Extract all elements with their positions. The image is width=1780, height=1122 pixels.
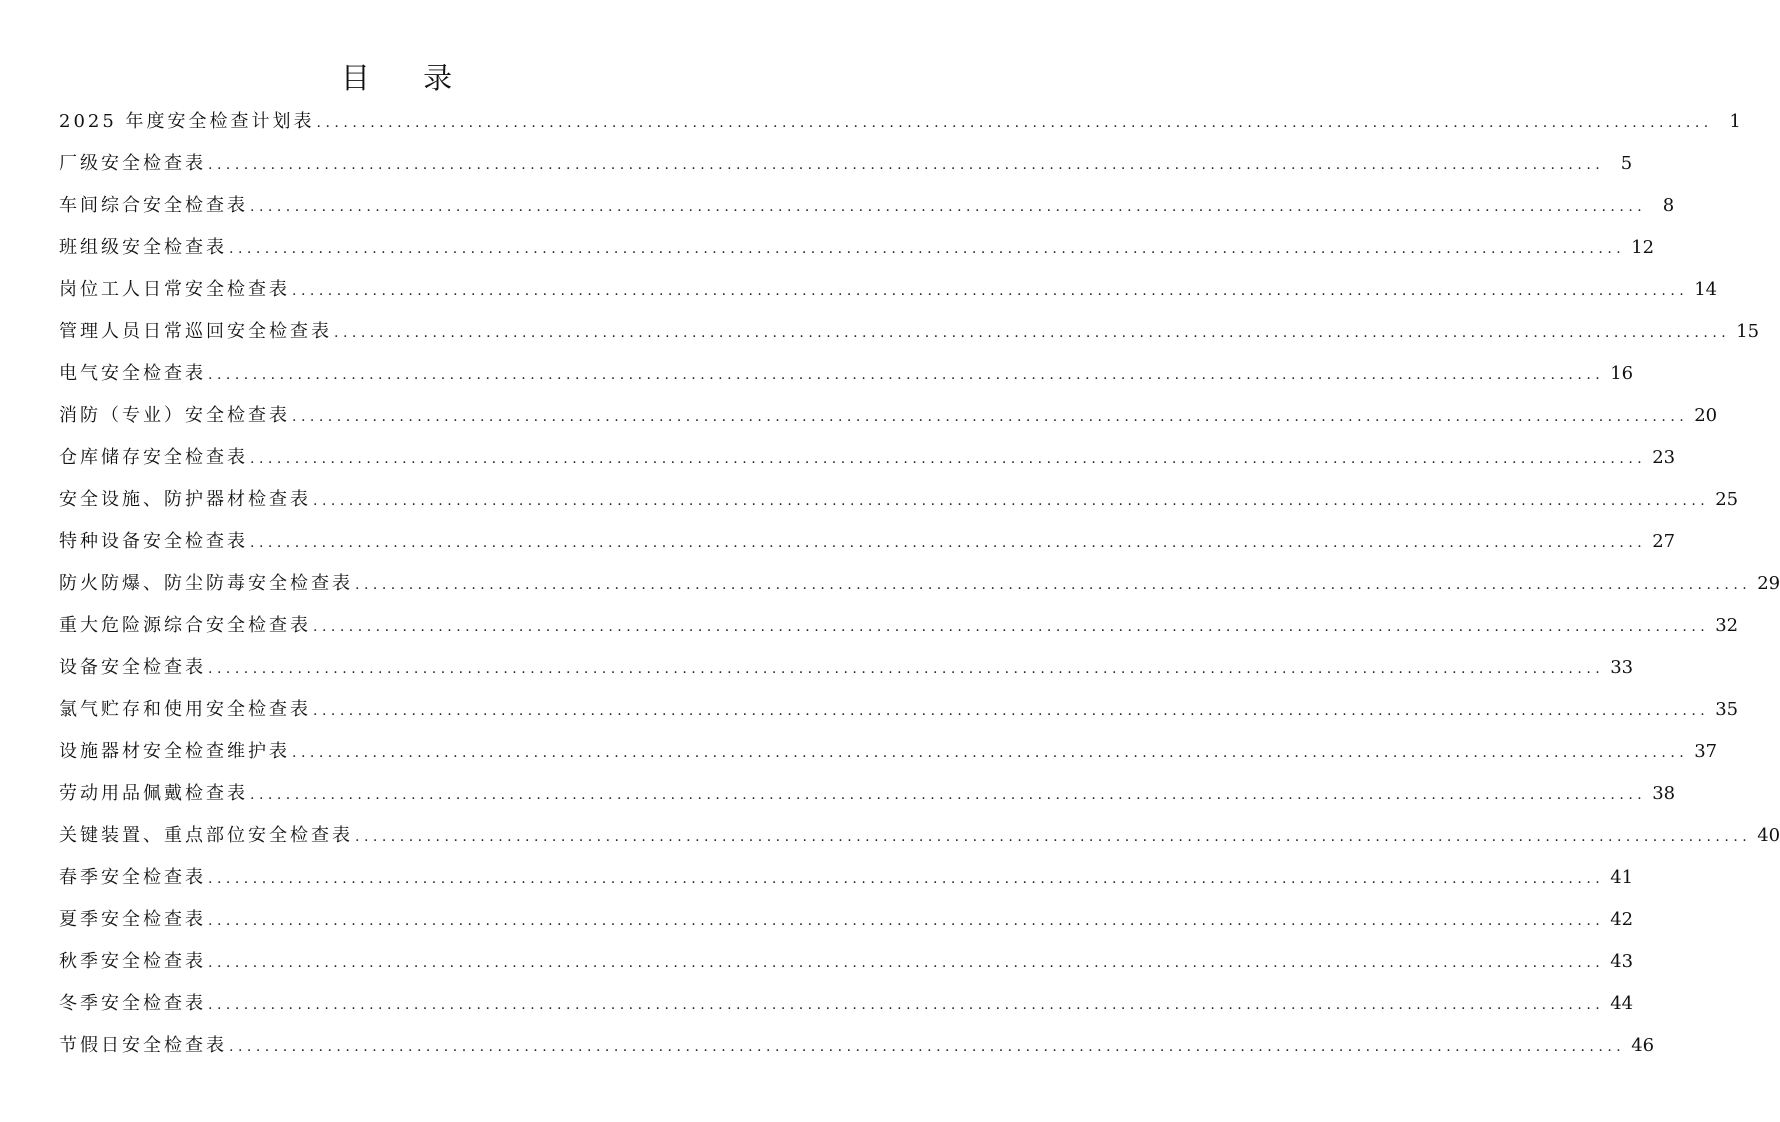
toc-entry[interactable] (59, 185, 1675, 227)
table-of-contents (59, 101, 1780, 1067)
toc-page-number: 35 (1715, 699, 1739, 720)
page-title: 目 录 (340, 61, 475, 95)
toc-entry[interactable] (59, 437, 1676, 479)
toc-entry[interactable] (59, 815, 1780, 857)
toc-dot-leader: ............................................................................................................................................................ (250, 199, 1647, 215)
toc-dot-leader: ............................................................................................................................................................ (316, 115, 1713, 131)
toc-entry[interactable] (59, 269, 1718, 311)
toc-page-number: 27 (1652, 531, 1676, 552)
toc-page-number: 44 (1610, 993, 1634, 1014)
toc-page-number: 5 (1620, 153, 1633, 174)
toc-dot-leader: ............................................................................................................................................................ (250, 787, 1647, 803)
toc-entry-title: 消防（专业）安全检查表 (59, 405, 290, 426)
toc-dot-leader: ............................................................................................................................................................ (292, 745, 1689, 761)
toc-dot-leader: ............................................................................................................................................................ (250, 451, 1647, 467)
toc-dot-leader: ............................................................................................................................................................ (208, 871, 1605, 887)
toc-entry-title: 电气安全检查表 (59, 363, 206, 384)
toc-page-number: 15 (1736, 321, 1760, 342)
toc-entry[interactable] (59, 899, 1634, 941)
toc-page-number: 46 (1631, 1035, 1655, 1056)
toc-entry-title: 重大危险源综合安全检查表 (59, 615, 311, 636)
toc-entry-title: 春季安全检查表 (59, 867, 206, 888)
toc-dot-leader: ............................................................................................................................................................ (208, 913, 1605, 929)
toc-page-number: 29 (1757, 573, 1780, 594)
toc-entry-title: 车间综合安全检查表 (59, 195, 248, 216)
toc-entry-title: 秋季安全检查表 (59, 951, 206, 972)
toc-entry[interactable] (59, 689, 1739, 731)
toc-entry[interactable] (59, 731, 1718, 773)
toc-dot-leader: ............................................................................................................................................................ (355, 829, 1752, 845)
toc-page-number: 14 (1694, 279, 1718, 300)
toc-dot-leader: ............................................................................................................................................................ (313, 703, 1710, 719)
toc-entry-title: 仓库储存安全检查表 (59, 447, 248, 468)
toc-entry[interactable] (59, 395, 1718, 437)
toc-entry[interactable] (59, 479, 1739, 521)
toc-dot-leader: ............................................................................................................................................................ (208, 955, 1605, 971)
toc-page-number: 33 (1610, 657, 1634, 678)
toc-page-number: 41 (1610, 867, 1634, 888)
toc-entry[interactable] (59, 563, 1780, 605)
toc-entry-title: 2025 年度安全检查计划表 (59, 111, 315, 132)
toc-dot-leader: ............................................................................................................................................................ (292, 409, 1689, 425)
toc-dot-leader: ............................................................................................................................................................ (229, 241, 1626, 257)
toc-entry[interactable] (59, 647, 1634, 689)
toc-entry[interactable] (59, 143, 1633, 185)
toc-entry[interactable] (59, 941, 1634, 983)
toc-entry[interactable] (59, 857, 1634, 899)
toc-dot-leader: ............................................................................................................................................................ (229, 1039, 1626, 1055)
toc-entry[interactable] (59, 521, 1676, 563)
toc-entry[interactable] (59, 605, 1739, 647)
toc-dot-leader: ............................................................................................................................................................ (208, 661, 1605, 677)
toc-entry-title: 设施器材安全检查维护表 (59, 741, 290, 762)
toc-entry-title: 氯气贮存和使用安全检查表 (59, 699, 311, 720)
toc-entry[interactable] (59, 311, 1760, 353)
toc-page-number: 32 (1715, 615, 1739, 636)
toc-dot-leader: ............................................................................................................................................................ (313, 493, 1710, 509)
toc-page-number: 8 (1662, 195, 1675, 216)
toc-entry-title: 班组级安全检查表 (59, 237, 227, 258)
toc-page-number: 12 (1631, 237, 1655, 258)
toc-dot-leader: ............................................................................................................................................................ (355, 577, 1752, 593)
toc-dot-leader: ............................................................................................................................................................ (208, 157, 1605, 173)
toc-entry-title: 劳动用品佩戴检查表 (59, 783, 248, 804)
toc-entry[interactable] (59, 983, 1634, 1025)
toc-entry-title: 关键装置、重点部位安全检查表 (59, 825, 353, 846)
toc-page-number: 20 (1694, 405, 1718, 426)
toc-entry-title: 防火防爆、防尘防毒安全检查表 (59, 573, 353, 594)
toc-dot-leader: ............................................................................................................................................................ (334, 325, 1731, 341)
toc-page-number: 23 (1652, 447, 1676, 468)
toc-page-number: 25 (1715, 489, 1739, 510)
toc-page-number: 37 (1694, 741, 1718, 762)
toc-page-number: 42 (1610, 909, 1634, 930)
toc-dot-leader: ............................................................................................................................................................ (313, 619, 1710, 635)
toc-dot-leader: ............................................................................................................................................................ (250, 535, 1647, 551)
toc-page-number: 38 (1652, 783, 1676, 804)
toc-entry-title: 岗位工人日常安全检查表 (59, 279, 290, 300)
toc-entry-title: 设备安全检查表 (59, 657, 206, 678)
toc-page-number: 43 (1610, 951, 1634, 972)
toc-page-number: 16 (1610, 363, 1634, 384)
toc-dot-leader: ............................................................................................................................................................ (208, 367, 1605, 383)
toc-entry[interactable] (59, 353, 1634, 395)
toc-page-number: 40 (1757, 825, 1780, 846)
toc-entry[interactable] (59, 773, 1676, 815)
toc-entry-title: 夏季安全检查表 (59, 909, 206, 930)
toc-dot-leader: ............................................................................................................................................................ (292, 283, 1689, 299)
toc-entry-title: 冬季安全检查表 (59, 993, 206, 1014)
toc-entry[interactable] (59, 227, 1655, 269)
toc-entry-title: 管理人员日常巡回安全检查表 (59, 321, 332, 342)
toc-entry[interactable] (59, 101, 1741, 143)
toc-entry-title: 厂级安全检查表 (59, 153, 206, 174)
toc-entry-title: 特种设备安全检查表 (59, 531, 248, 552)
toc-entry-title: 安全设施、防护器材检查表 (59, 489, 311, 510)
toc-page-number: 1 (1729, 111, 1741, 132)
toc-entry-title: 节假日安全检查表 (59, 1035, 227, 1056)
toc-entry[interactable] (59, 1025, 1655, 1067)
toc-dot-leader: ............................................................................................................................................................ (208, 997, 1605, 1013)
